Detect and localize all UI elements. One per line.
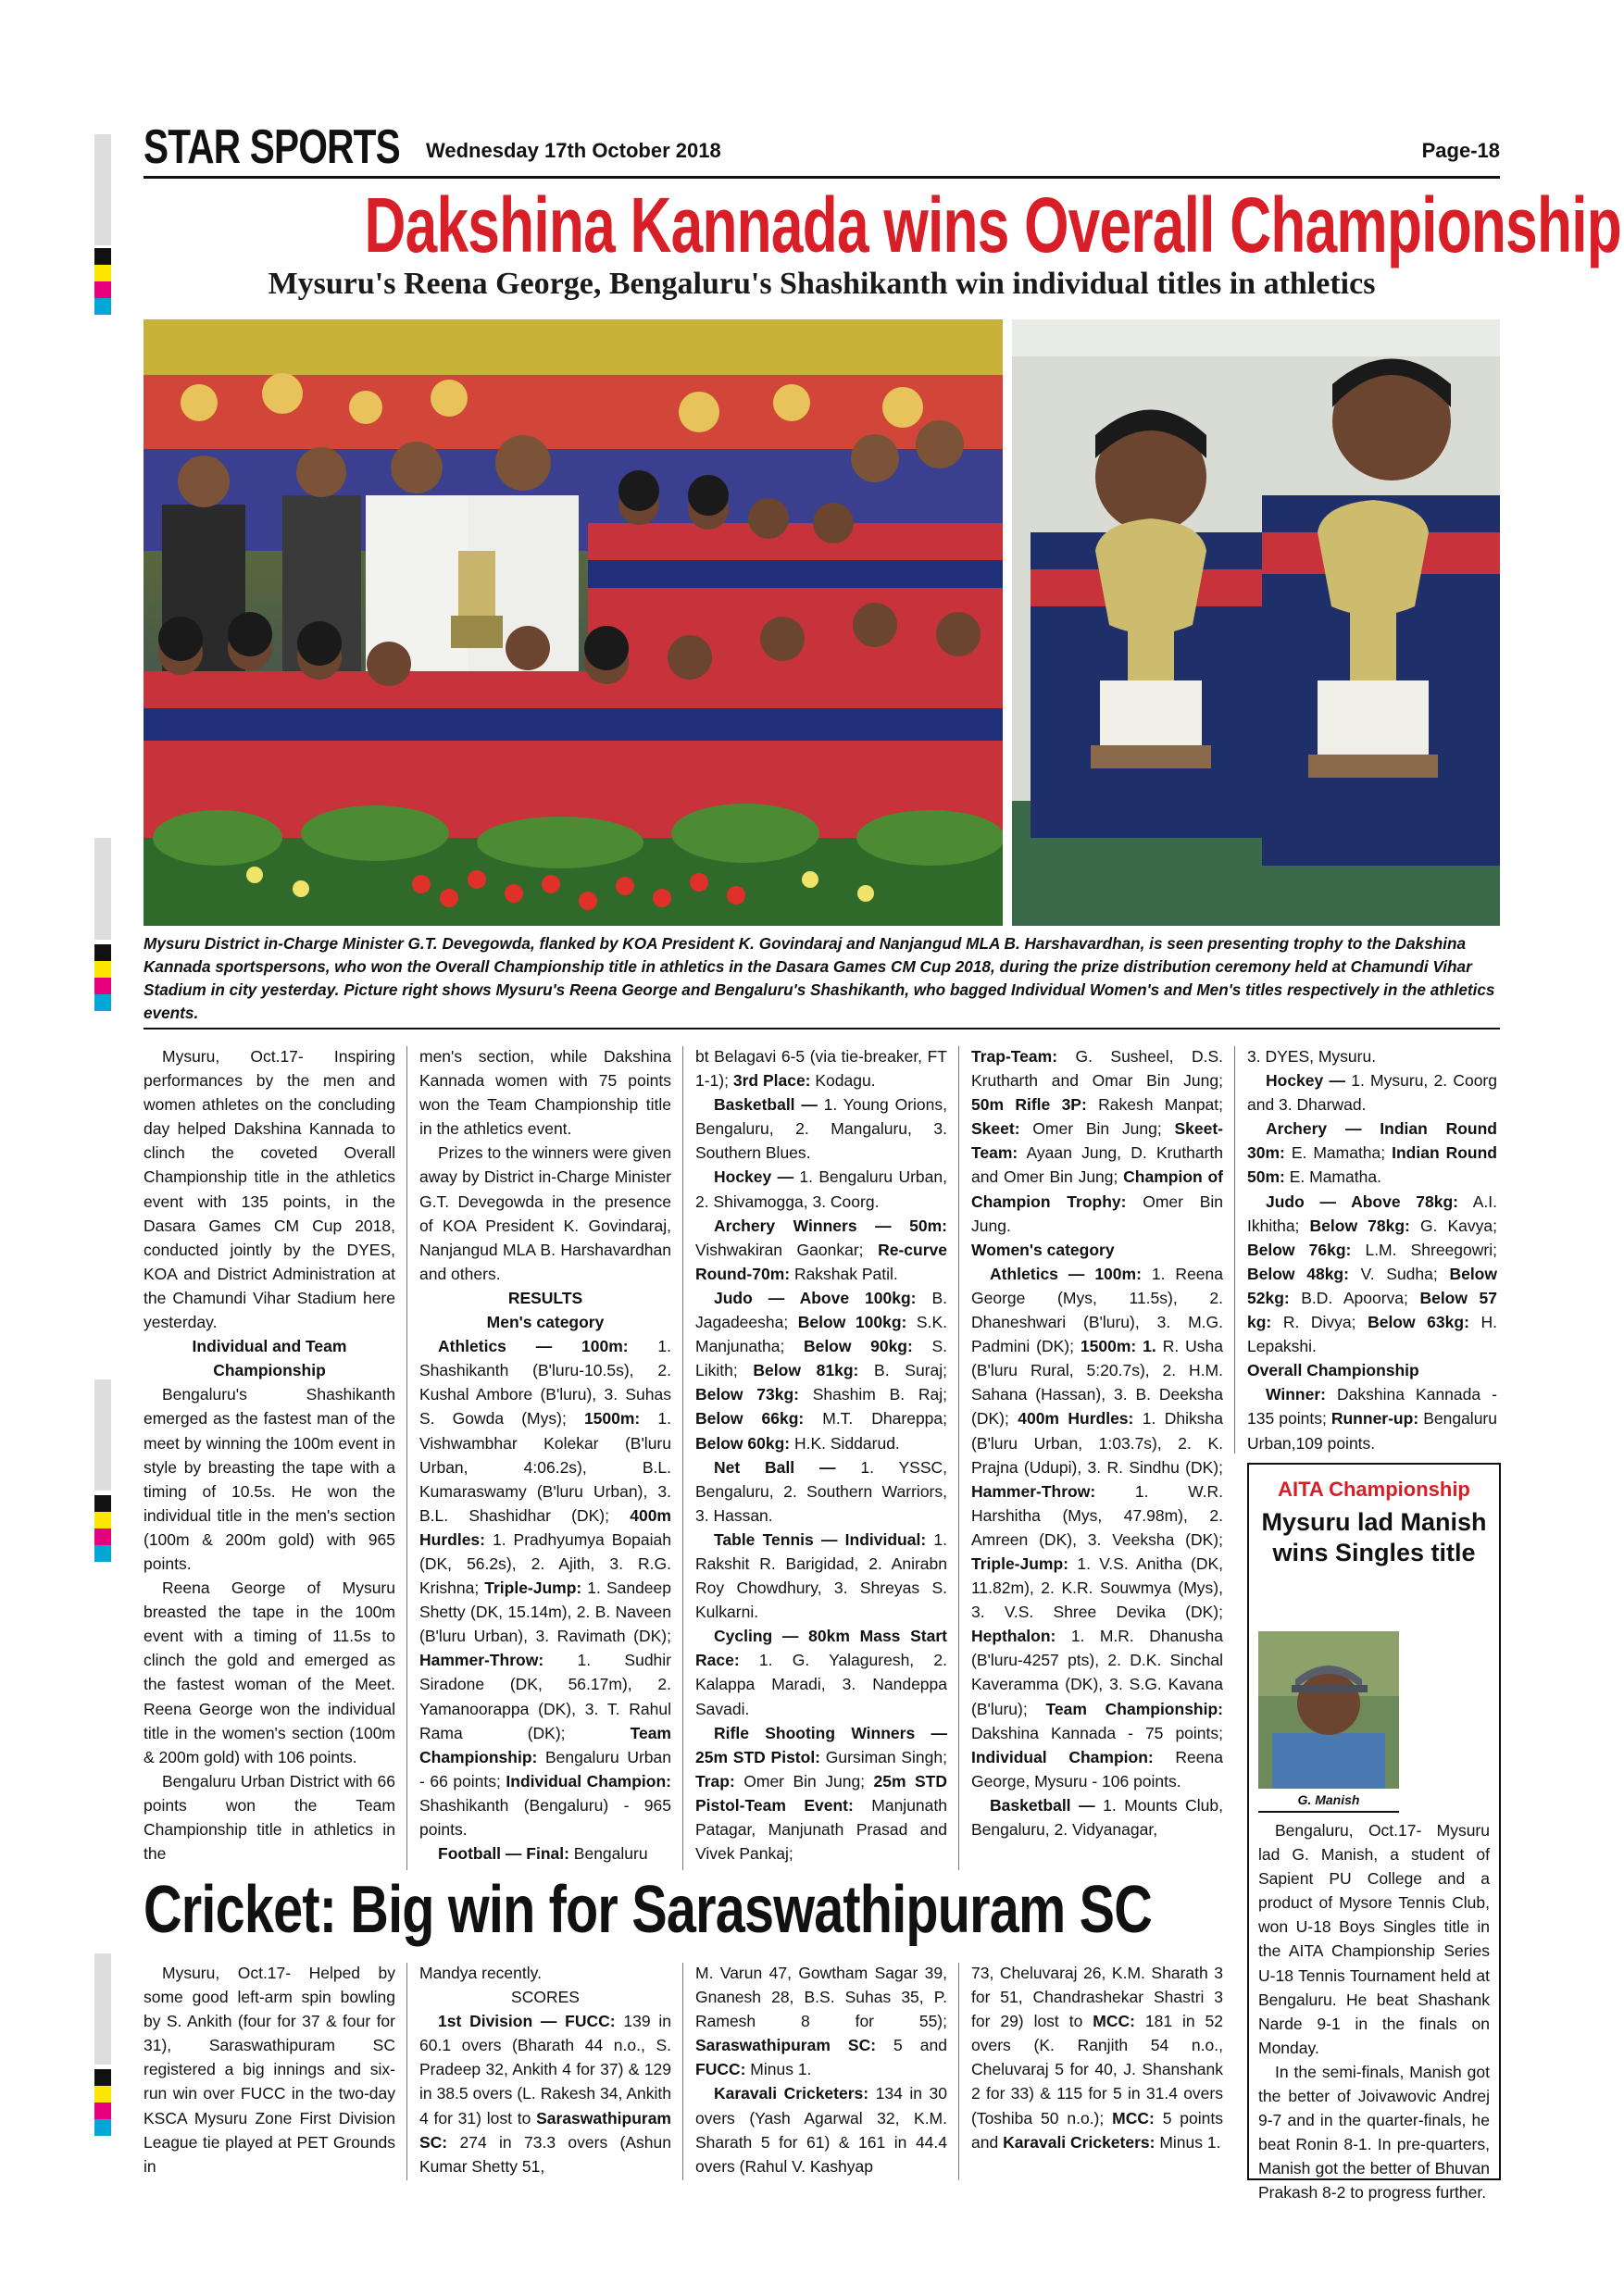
cricket-lede: Mysuru, Oct.17- Helped by some good left-arm spin bowling by S. Ankith (four for 37 & four for 31), Saraswathipuram SC registered a big innings and six-run win over FUCC in the two-day KSCA Mysuru Zone First Division League tie played at PET Grounds in: [144, 1964, 395, 2176]
article-column-1: [144, 1044, 395, 1866]
cricket-column-2: [419, 1961, 671, 2178]
column-rule: [958, 1963, 959, 2180]
article-column-3: [695, 1044, 947, 1866]
mcc-scores: 73, Cheluvaraj 26, K.M. Sharath 3 for 51, Chandrashekar Shastri 3 for 29) lost to MCC: 181 in 52 overs (K. Ranjith 54 n.o., Cheluvaraj 5 for 40, J. Shanshank 2 for 33) & 115 for 5 in 31.4 overs (Toshiba 50 n.o.); MCC: 5 points and Karavali Cricketers: Minus 1.: [971, 1964, 1223, 2152]
subhead-individual-team: Individual and Team Championship: [192, 1337, 347, 1380]
aita-paragraph: Bengaluru, Oct.17- Mysuru lad G. Manish, a student of Sapient PU College and a product of Mysore Tennis Club, won U-18 Boys Singles title in the AITA Championship Series U-18 Tennis Tournament held at Bengaluru. He beat Shashank Narde 9-1 in the finals on Monday.: [1258, 1821, 1490, 2057]
cricket-column-3: [695, 1961, 947, 2178]
archery-result: Archery Winners — 50m: Vishwakiran Gaonkar; Re-curve Round-70m: Rakshak Patil.: [695, 1216, 947, 1283]
table-tennis-result: Table Tennis — Individual: 1. Rakshit R. Barigidad, 2. Anirabn Roy Chowdhury, 3. Shreyas S. Kulkarni.: [695, 1529, 947, 1622]
scores-cont: M. Varun 47, Gowtham Sagar 39, Gnanesh 28, B.S. Suhas 35, P. Ramesh 8 for 55); Saraswathipuram SC: 5 and FUCC: Minus 1.: [695, 1964, 948, 2079]
registration-mark: [94, 2069, 111, 2136]
article-lede: Mysuru, Oct.17- Inspiring performances by the men and women athletes on the concluding day helped Dakshina Kannada to clinch the coveted Overall Championship title in the athletics event with 135 points, in the Dasara Games CM Cup 2018, conducted jointly by the DYES, KOA and District Administration at the Chamundi Vihar Stadium here yesterday.: [144, 1047, 395, 1332]
registration-mark: [94, 944, 111, 1011]
hockey-result: Hockey — 1. Bengaluru Urban, 2. Shivamogga, 3. Coorg.: [695, 1167, 947, 1211]
main-headline: Dakshina Kannada wins Overall Championship: [364, 181, 1621, 268]
overall-championship-result: Winner: Dakshina Kannada - 135 points; Runner-up: Bengaluru Urban,109 points.: [1247, 1385, 1497, 1453]
shooting-result-cont: Trap-Team: G. Susheel, D.S. Krutharth and Omar Bin Jung; 50m Rifle 3P: Rakesh Manpat; Skeet: Omer Bin Jung; Skeet-Team: Ayaan Jung, D. Krutharth and Omer Bin Jung; Champion of Champion Trophy: Omer Bin Jung.: [971, 1047, 1224, 1235]
article-column-5: [1247, 1044, 1497, 1455]
manish-photo: [1258, 1631, 1399, 1789]
cricket-headline: Cricket: Big win for Saraswathipuram SC: [144, 1873, 1153, 1947]
article-paragraph: Prizes to the winners were given away by District in-Charge Minister G.T. Devegowda in the presence of KOA President K. Govindaraj, Nanjangud MLA B. Harshavardhan and others.: [419, 1143, 671, 1283]
sub-headline: Mysuru's Reena George, Bengaluru's Shashikanth win individual titles in athletics: [268, 267, 1376, 301]
rifle-shooting-result: Rifle Shooting Winners — 25m STD Pistol: Gursiman Singh; Trap: Omer Bin Jung; 25m STD Pistol-Team Event: Manjunath Patagar, Manjunath Prasad and Vivek Pankaj;: [695, 1723, 947, 1864]
womens-category-heading: Women's category: [971, 1240, 1115, 1259]
football-result: Football — Final: Bengaluru: [438, 1844, 648, 1864]
column-rule: [958, 1046, 959, 1870]
mens-results: Athletics — 100m: 1. Shashikanth (B'luru-10.5s), 2. Kushal Ambore (B'luru), 3. Suhas S. Gowda (Mys); 1500m: 1. Vishwambhar Kolekar (B'luru Urban, 4:06.2s), B.L. Kumaraswamy (B'luru Urban), 3. B.L. Shashidhar (DK); 400m Hurdles: 1. Pradhyumya Bopaiah (DK, 56.2s), 2. Ajith, 3. R.G. Krishna; Triple-Jump: 1. Sandeep Shetty (DK, 15.14m), 2. B. Naveen (B'luru Urban), 3. Ravimath (DK); Hammer-Throw: 1. Sudhir Siradone (DK, 56.17m), 2. Yamanoorappa (DK), 3. T. Rahul Rama (DK); Team Championship: Bengaluru Urban - 66 points; Individual Champion: Shashikanth (Bengaluru) - 965 points.: [419, 1337, 672, 1839]
cricket-column-4: [971, 1961, 1223, 2154]
womens-hockey-result: Hockey — 1. Mysuru, 2. Coorg and 3. Dharwad.: [1247, 1071, 1497, 1115]
cricket-column-1: [144, 1961, 395, 2178]
issue-date: Wednesday 17th October 2018: [426, 139, 721, 162]
column-rule: [406, 1046, 407, 1870]
karavali-scores: Karavali Cricketers: 134 in 30 overs (Yash Agarwal 32, K.M. Sharath 5 for 61) & 161 in 44.4 overs (Rahul V. Kashyap: [695, 2084, 948, 2176]
team-trophy-photo: [144, 319, 1003, 926]
judo-result: Judo — Above 100kg: B. Jagadeesha; Below 100kg: S.K. Manjunatha; Below 90kg: S. Likith; Below 81kg: B. Suraj; Below 73kg: Shashim B. Raj; Below 66kg: M.T. Dhareppa; Below 60kg: H.K. Siddarud.: [695, 1288, 948, 1453]
aita-paragraph: In the semi-finals, Manish got the better of Joivawovic Andrej 9-7 and in the quarter-finals, he beat Ronin 8-1. In pre-quarters, Manish got the better of Bhuvan Prakash 8-2 to progress further.: [1258, 2062, 1490, 2202]
registration-mark: [94, 248, 111, 315]
overall-championship-heading: Overall Championship: [1247, 1361, 1419, 1380]
article-paragraph: Bengaluru's Shashikanth emerged as the fastest man of the meet by winning the 100m event in style by breasting the tape with a timing of 10.5s. He won the individual title in the men's section (100m & 200m gold) with 965 points.: [144, 1385, 395, 1573]
womens-basketball-result: Basketball — 1. Mounts Club, Bengaluru, 2. Vidyanagar,: [971, 1795, 1224, 1839]
mens-category-heading: Men's category: [486, 1313, 605, 1332]
article-paragraph: Bengaluru Urban District with 66 points won the Team Championship title in athletics in the: [144, 1771, 395, 1864]
cricket-paragraph: Mandya recently.: [419, 1964, 542, 1982]
registration-mark: [94, 1495, 111, 1562]
womens-archery-result: Archery — Indian Round 30m: E. Mamatha; Indian Round 50m: E. Mamatha.: [1247, 1119, 1497, 1187]
article-paragraph: Reena George of Mysuru breasted the tape in the 100m event with a timing of 11.5s to clinch the gold and emerged as the fastest woman of the Meet. Reena George won the individual title in the women's section (100m & 200m gold) with 106 points.: [144, 1578, 395, 1766]
column-rule: [1234, 1046, 1235, 1454]
page-number: Page-18: [1421, 139, 1500, 162]
aita-story-box: [1247, 1463, 1501, 2202]
cycling-result: Cycling — 80km Mass Start Race: 1. G. Yalaguresh, 2. Kalappa Maradi, 3. Nandeppa Savadi.: [695, 1627, 947, 1718]
column-rule: [682, 1046, 683, 1870]
champions-photo: [1012, 319, 1500, 926]
column-rule: [406, 1963, 407, 2180]
article-column-2: [419, 1044, 671, 1866]
womens-results: Athletics — 100m: 1. Reena George (Mys, 11.5s), 2. Dhaneshwari (B'luru), 3. M.G. Padmini (DK); 1500m: 1. R. Usha (B'luru Rural, 5:20.7s), 2. H.M. Sahana (Hassan), 3. B. Deeksha (DK); 400m Hurdles: 1. Dhiksha (B'luru Urban, 1:03.7s), 2. K. Prajna (Udupi), 3. R. Sindhu (DK); Hammer-Throw: 1. W.R. Harshitha (Mys, 47.98m), 2. Amreen (DK), 3. Veeksha (DK); Triple-Jump: 1. V.S. Anitha (DK, 11.82m), 2. K.R. Souwmya (Mys), 3. V.S. Shree Devika (DK); Hepthalon: 1. M.R. Dhanusha (B'luru-4257 pts), 2. D.K. Sinchal Kaveramma (DK), 3. S.G. Kavana (B'luru); Team Championship: Dakshina Kannada - 75 points; Individual Champion: Reena George, Mysuru - 106 points.: [971, 1264, 1224, 1791]
article-paragraph: men's section, while Dakshina Kannada women with 75 points won the Team Championship title in the athletics event.: [419, 1047, 671, 1139]
results-heading: RESULTS: [507, 1288, 583, 1307]
netball-result: Net Ball — 1. YSSC, Bengaluru, 2. Southern Warriors, 3. Hassan.: [695, 1457, 947, 1525]
basketball-result: Basketball — 1. Young Orions, Bengaluru, 2. Mangaluru, 3. Southern Blues.: [695, 1095, 947, 1163]
scores-heading: SCORES: [511, 1988, 580, 2007]
aita-kicker: AITA Championship: [1278, 1478, 1470, 1501]
masthead: [144, 120, 1500, 179]
margin-bar: [94, 1953, 111, 2065]
margin-bar: [94, 838, 111, 940]
aita-headline: Mysuru lad Manish wins Singles title: [1261, 1508, 1487, 1566]
manish-photo-caption: G. Manish: [1258, 1789, 1399, 1813]
womens-judo-result: Judo — Above 78kg: A.I. Ikhitha; Below 78kg: G. Kavya; Below 76kg: L.M. Shreegowri; Below 48kg: V. Sudha; Below 52kg: B.D. Apoorva; Below 57 kg: R. Divya; Below 63kg: H. Lepakshi.: [1247, 1192, 1498, 1356]
section-brand: STAR SPORTS: [144, 120, 400, 174]
column-rule: [682, 1963, 683, 2180]
football-result-cont: bt Belagavi 6-5 (via tie-breaker, FT 1-1); 3rd Place: Kodagu.: [695, 1047, 947, 1091]
margin-bar: [94, 134, 111, 245]
manish-photo-block: [1258, 1631, 1399, 1816]
photo-caption: Mysuru District in-Charge Minister G.T. Devegowda, flanked by KOA President K. Govindaraj and Nanjangud MLA B. Harshavardhan, is seen presenting trophy to the Dakshina Kannada sportspersons, who won the Overall Championship title in athletics in the Dasara Games CM Cup 2018, during the prize distribution ceremony held at Chamundi Vihar Stadium in city yesterday. Picture right shows Mysuru's Reena George and Bengaluru's Shashikanth, who bagged Individual Women's and Men's titles respectively in the athletics events.: [144, 932, 1500, 1029]
aita-body: [1258, 1578, 1490, 2205]
first-division-scores: 1st Division — FUCC: 139 in 60.1 overs (Bharath 44 n.o., S. Pradeep 32, Ankith 4 for 37) & 129 in 38.5 overs (L. Rakesh 34, Ankith 4 for 31) lost to Saraswathipuram SC: 274 in 73.3 overs (Ashun Kumar Shetty 51,: [419, 2012, 671, 2176]
margin-bar: [94, 1379, 111, 1491]
basketball-cont: 3. DYES, Mysuru.: [1247, 1047, 1377, 1066]
article-column-4: [971, 1044, 1223, 1841]
